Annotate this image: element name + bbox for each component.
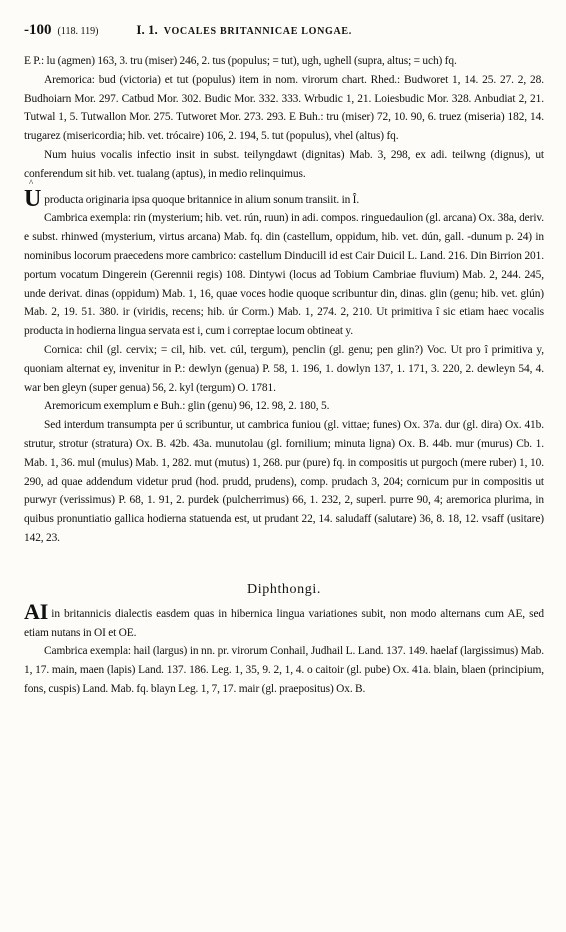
initial-letters-ai: AI	[24, 598, 49, 624]
paragraph-u-producta	[24, 177, 544, 212]
initial-u-glyph: U	[24, 185, 42, 212]
page-number: -100	[24, 22, 52, 38]
section-number: I. 1.	[136, 22, 158, 37]
initial-letter-u	[24, 177, 42, 212]
paragraph-ai	[24, 598, 544, 643]
paragraph-infectio: Num huius vocalis infectio insit in subst. teilyngdawt (dignitas) Mab. 3, 298, ex adi. teilwng (dignus), ut conferendum sit hib. vet. tualang (aptus), in medio relinquimus.	[24, 148, 544, 180]
paragraph-aremoricum: Aremoricum exemplum e Buh.: glin (genu) 96, 12. 98, 2. 180, 5.	[44, 400, 330, 413]
paragraph-aremorica: Aremorica: bud (victoria) et tut (populus) item in nom. virorum chart. Rhed.: Budworet 1, 14. 25. 27. 2, 28. Budhoiarn Mor. 297. Catbud Mor. 302. Budic Mor. 332. 333. Wrbudic 1, 21. Loiesbudic Mor. 328. Anbudiat 2, 21. Tutwal 1, 5. Tutwallon Mor. 275. Tutworet Mor. 273. 293. E Buh.: tru (miser) 72, 10. 90, 6. truez (miseria) 182, 14. trugarez (misericordia; hib. vet. trócaire) 106, 2. 194, 5. tut (populus), vhel (altus) fq.	[24, 73, 544, 143]
paragraph-cambrica: Cambrica exempla: rin (mysterium; hib. vet. rún, ruun) in adi. compos. ringuedaulion (gl. arcana) Ox. 38a, deriv. e subst. rhinwed (mysterium, virtus arcana) Mab. fq. din (castellum, oppidum, hib. vet. dún, gall. -dunum p. 24) in nominibus locorum praecedens more cambrico: castellum Dinducill id est Cair Duicil L. Land. 216. Din Birrion 201. portum vocatum Dingerein (Gerennii regis) 108. Dintywi (locus ad Tobium Cambriae fluvium) Mab. 2, 244. 245, unde derivat. dinas (oppidum) Mab. 1, 16, quae voces hodie quoque scribuntur din, dinas. glin (genu; hib. vet. glún) Mab. 2, 19. 51. 380. ir (viridis, recens; hib. úr Corm.) Mab. 1, 274. 2, 210. Ut primitiva î sic etiam haec vocalis producta in hodierna lingua servata est i, cum i correptae locum obtineat y.	[24, 212, 544, 338]
paragraph-ai-text: in britannicis dialectis easdem quas in hibernica lingua variationes subit, non modo alternans cum AE, sed etiam nutans in OI et OE.	[24, 607, 544, 639]
page-reference: (118. 119)	[57, 26, 99, 37]
paragraph-cornica: Cornica: chil (gl. cervix; = cil, hib. vet. cúl, tergum), penclin (gl. genu; pen glin?) Voc. Ut pro î primitiva y, quoniam alternat ey, invenitur in P.: dewlyn (genua) P. 58, 1. 196, 1. dowlyn 137, 1. 171, 3. 220, 2. dewleyn 54, 4. war ben gleyn (super genua) 56, 2. kyl (tergum) O. 1781.	[24, 343, 544, 394]
paragraph-cambrica-diphthongi: Cambrica exempla: hail (largus) in nn. pr. virorum Conhail, Judhail L. Land. 137. 149. haelaf (largissimus) Mab. 1, 17. main, maen (lapis) Land. 137. 186. Leg. 1, 35, 9. 2, 1, 4. o caitoir (gl. pube) Ox. 41a. blain, blaen (principium, fons, cuspis) Land. Mab. fq. blayn Leg. 1, 7, 17. mair (gl. praepositus) Ox. B.	[24, 645, 544, 695]
circumflex-mark: ^	[29, 177, 34, 188]
paragraph-transumpta: Sed interdum transumpta per ú scribuntur, ut cambrica funiou (gl. vittae; funes) Ox. 37a. dur (gl. dira) Ox. 41b. strutur, strotur (stratura) Ox. B. 42b. 43a. munutolau (gl. fornilium; minuta ligna) Ox. B. 44b. mur (murus) Cb. 1. Mab. 1, 36. mul (mulus) Mab. 1, 282. mut (mutus) 1, 268. pur (pure) fq. in compositis ut purgoch (mere ruber) 1, 10. 290, ad quae addendum videtur prud (hod. prudd, prudens), comp. prudach 3, 204; cornicum pur in compositis ut purwyr (verissimus) P. 68, 1. 91, 2. purdek (pulcherrimus) 66, 1. 232, 2, superl. purre 90, 4; aremorica plurima, in quibus pronuntiatio gallica hodierna statuenda est, ut prudant 22, 14. saludaff (salutare) 36, 8. 18, 12. vsaff (usitare) 142, 23.	[24, 419, 544, 544]
section-heading: Diphthongi.	[247, 581, 321, 597]
paragraph-ep: E P.: lu (agmen) 163, 3. tru (miser) 246, 2. tus (populus; = tut), ugh, ughell (supra, altus; = uch) fq.	[24, 55, 457, 67]
paragraph-u-text: producta originaria ipsa quoque britannice in alium sonum transiit. in Î.	[44, 193, 360, 206]
running-title: VOCALES BRITANNICAE LONGAE.	[163, 26, 352, 37]
running-header	[24, 22, 544, 44]
